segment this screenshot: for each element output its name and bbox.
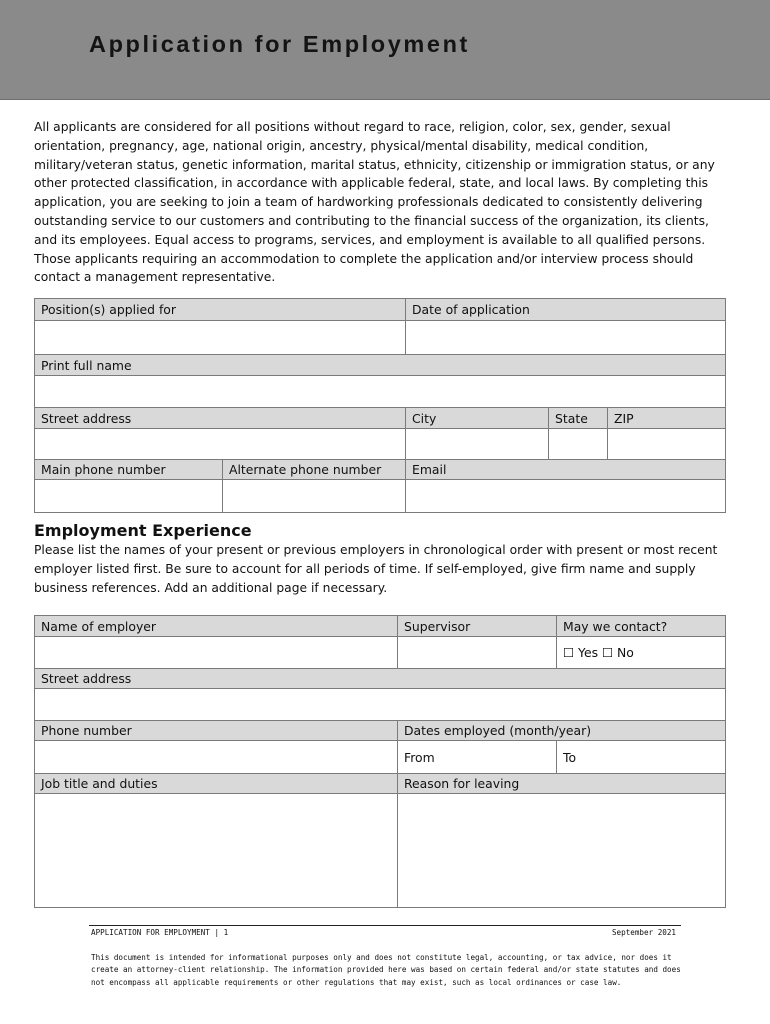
main-phone-label: Main phone number xyxy=(35,460,223,480)
employer-phone-field[interactable] xyxy=(35,741,398,774)
reason-for-leaving-field[interactable] xyxy=(398,794,726,908)
dates-employed-label: Dates employed (month/year) xyxy=(398,721,726,741)
applicant-info-table xyxy=(34,298,726,513)
title-banner xyxy=(0,0,770,100)
job-title-duties-label: Job title and duties xyxy=(35,774,398,794)
supervisor-field[interactable] xyxy=(398,637,557,669)
intro-paragraph: All applicants are considered for all positions without regard to race, religion, color, sex, gender, sexual orientation, pregnancy, age, national origin, ancestry, physical/mental disability, medical condition, military/veteran status, genetic information, marital status, ethnicity, citizenship or immigration status, or any other protected classification, in accordance with applicable federal, state, and local laws. By completing this application, you are seeking to join a team of hardworking professionals dedicated to consistently delivering outstanding service to our customers and contributing to the financial success of the organization, its clients, and its employees. Equal access to programs, services, and employment is available to all qualified persons. Those applicants requiring an accommodation to complete the application and/or interview process should contact a management representative. xyxy=(34,120,715,285)
from-field[interactable]: From xyxy=(398,741,557,774)
employer-table xyxy=(34,615,726,908)
employer-street-label: Street address xyxy=(35,669,726,689)
zip-field[interactable] xyxy=(608,429,726,460)
employer-name-field[interactable] xyxy=(35,637,398,669)
contact-checkboxes[interactable]: ☐ Yes ☐ No xyxy=(557,637,726,669)
date-of-application-field[interactable] xyxy=(406,321,726,355)
reason-for-leaving-label: Reason for leaving xyxy=(398,774,726,794)
state-field[interactable] xyxy=(549,429,608,460)
city-field[interactable] xyxy=(406,429,549,460)
employment-experience-heading: Employment Experience xyxy=(34,521,252,540)
employment-experience-description: Please list the names of your present or previous employers in chronological order with present or most recent employer listed first. Be sure to account for all periods of time. If self-employed, give firm name and supply business references. Add an additional page if necessary. xyxy=(34,543,718,595)
alternate-phone-field[interactable] xyxy=(223,480,406,513)
email-label: Email xyxy=(406,460,726,480)
full-name-label: Print full name xyxy=(35,355,726,376)
to-field[interactable]: To xyxy=(557,741,726,774)
position-field[interactable] xyxy=(35,321,406,355)
may-we-contact-label: May we contact? xyxy=(557,616,726,637)
employer-phone-label: Phone number xyxy=(35,721,398,741)
alternate-phone-label: Alternate phone number xyxy=(223,460,406,480)
date-of-application-label: Date of application xyxy=(406,299,726,321)
footer-divider xyxy=(89,925,681,926)
employer-street-field[interactable] xyxy=(35,689,726,721)
state-label: State xyxy=(549,408,608,429)
footer-date: September 2021 xyxy=(611,928,676,937)
footer-disclaimer: This document is intended for informational purposes only and does not constitute legal, accounting, or tax advice, nor does it create an attorney-client relationship. The information provided here was based on certain federal and/or state statutes and does not encompass all applicable requirements or other regulations that may exist, such as local ordinances or case law. xyxy=(91,953,681,987)
zip-label: ZIP xyxy=(608,408,726,429)
employer-name-label: Name of employer xyxy=(35,616,398,637)
main-phone-field[interactable] xyxy=(35,480,223,513)
page-title: Application for Employment xyxy=(89,31,470,57)
street-address-label: Street address xyxy=(35,408,406,429)
job-title-duties-field[interactable] xyxy=(35,794,398,908)
supervisor-label: Supervisor xyxy=(398,616,557,637)
email-field[interactable] xyxy=(406,480,726,513)
footer-page-label: APPLICATION FOR EMPLOYMENT | 1 xyxy=(91,928,229,937)
street-address-field[interactable] xyxy=(35,429,406,460)
full-name-field[interactable] xyxy=(35,376,726,408)
city-label: City xyxy=(406,408,549,429)
position-label: Position(s) applied for xyxy=(35,299,406,321)
